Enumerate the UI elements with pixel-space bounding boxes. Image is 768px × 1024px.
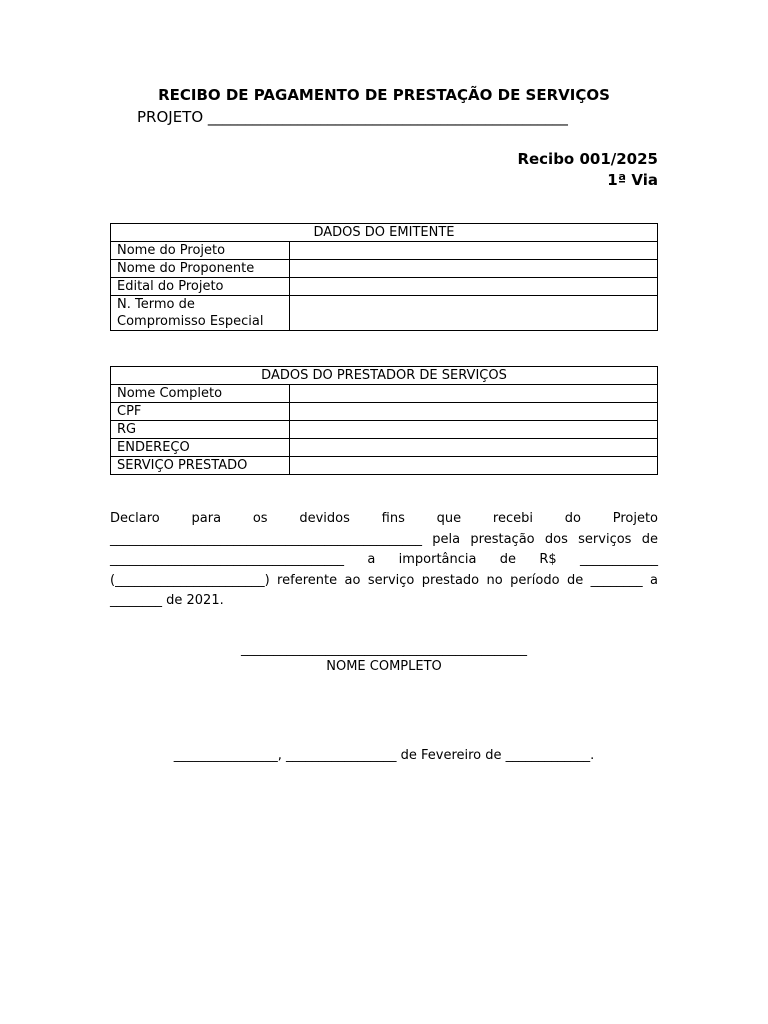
declaration-paragraph: Declaro para os devidos fins que recebi do Projeto ________________________________________________ pela prestação dos serviços de ____________________________________ a importância de R$ ____________ (_______________________) referente ao serviço prestado no período de ________ a ________ de 2021.	[110, 511, 658, 608]
prestador-label: RG	[111, 421, 290, 439]
table-row	[111, 457, 658, 475]
emitente-value[interactable]	[290, 278, 658, 296]
signature-line: ____________________________________________	[241, 642, 527, 657]
emitente-label: Edital do Projeto	[111, 278, 290, 296]
table-row	[111, 385, 658, 403]
prestador-heading: DADOS DO PRESTADOR DE SERVIÇOS	[111, 367, 658, 385]
emitente-value[interactable]	[290, 296, 658, 331]
prestador-label: ENDEREÇO	[111, 439, 290, 457]
emitente-value[interactable]	[290, 242, 658, 260]
emitente-label: Nome do Proponente	[111, 260, 290, 278]
document-title: RECIBO DE PAGAMENTO DE PRESTAÇÃO DE SERVIÇOS	[158, 86, 610, 104]
emitente-label: Nome do Projeto	[111, 242, 290, 260]
prestador-value[interactable]	[290, 439, 658, 457]
prestador-value[interactable]	[290, 457, 658, 475]
prestador-table	[110, 366, 658, 475]
table-row	[111, 439, 658, 457]
table-row	[111, 242, 658, 260]
prestador-label: CPF	[111, 403, 290, 421]
emitente-value[interactable]	[290, 260, 658, 278]
emitente-heading: DADOS DO EMITENTE	[111, 224, 658, 242]
prestador-label: SERVIÇO PRESTADO	[111, 457, 290, 475]
receipt-number: Recibo 001/2025	[517, 150, 658, 168]
prestador-value[interactable]	[290, 421, 658, 439]
table-row	[111, 421, 658, 439]
table-row	[111, 403, 658, 421]
projeto-line: PROJETO ________________________________________________	[137, 108, 568, 126]
emitente-label: N. Termo de Compromisso Especial	[111, 296, 290, 331]
prestador-value[interactable]	[290, 403, 658, 421]
emitente-table	[110, 223, 658, 331]
table-row	[111, 278, 658, 296]
date-line: ________________, _________________ de Fevereiro de _____________.	[173, 748, 595, 763]
signature-name-label: NOME COMPLETO	[326, 659, 442, 674]
prestador-value[interactable]	[290, 385, 658, 403]
table-row	[111, 260, 658, 278]
via-label: 1ª Via	[607, 171, 658, 189]
prestador-label: Nome Completo	[111, 385, 290, 403]
table-row	[111, 296, 658, 331]
